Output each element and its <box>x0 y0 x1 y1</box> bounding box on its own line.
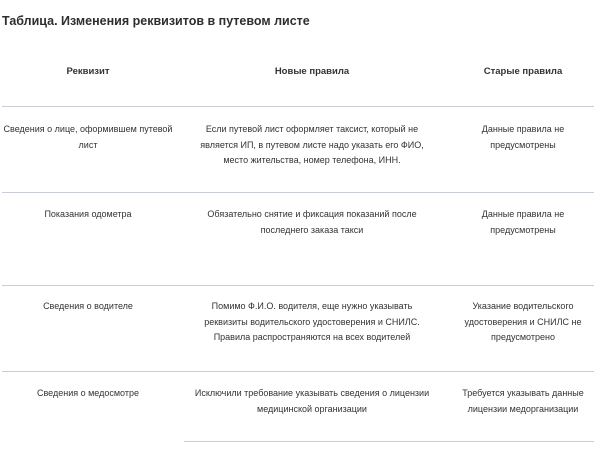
row-divider <box>2 371 594 372</box>
row-4-new-rules: Исключили требование указывать сведения о лицензии медицинской организации <box>194 388 430 414</box>
row-4-old-rules: Требуется указывать данные лицензии медорганизации <box>462 388 584 414</box>
row-4-requisite: Сведения о медосмотре <box>36 388 139 398</box>
row-divider <box>2 285 594 286</box>
row-3-new-rules: Помимо Ф.И.О. водителя, еще нужно указывать реквизиты водительского удостоверения и СНИЛС. Правила распространяются на всех водителей <box>204 301 420 342</box>
row-divider <box>2 192 594 193</box>
row-divider <box>184 441 594 442</box>
row-1-requisite: Сведения о лице, оформившем путевой лист <box>3 124 173 150</box>
table-caption: Таблица. Изменения реквизитов в путевом листе <box>2 14 310 28</box>
row-3-old-rules: Указание водительского удостоверения и СНИЛС не предусмотрено <box>464 301 582 342</box>
column-header-requisite: Реквизит <box>66 66 110 77</box>
row-2-requisite: Показания одометра <box>44 209 132 219</box>
column-header-old-rules: Старые правила <box>483 66 563 77</box>
row-2-new-rules: Обязательно снятие и фиксация показаний после последнего заказа такси <box>207 209 417 235</box>
row-1-old-rules: Данные правила не предусмотрены <box>481 124 565 150</box>
header-divider <box>2 106 594 107</box>
row-1-new-rules: Если путевой лист оформляет таксист, который не является ИП, в путевом листе надо указать его ФИО, место жительства, номер телефона, ИНН. <box>200 124 424 165</box>
row-2-old-rules: Данные правила не предусмотрены <box>481 209 565 235</box>
row-3-requisite: Сведения о водителе <box>43 301 133 311</box>
column-header-new-rules: Новые правила <box>274 66 350 77</box>
